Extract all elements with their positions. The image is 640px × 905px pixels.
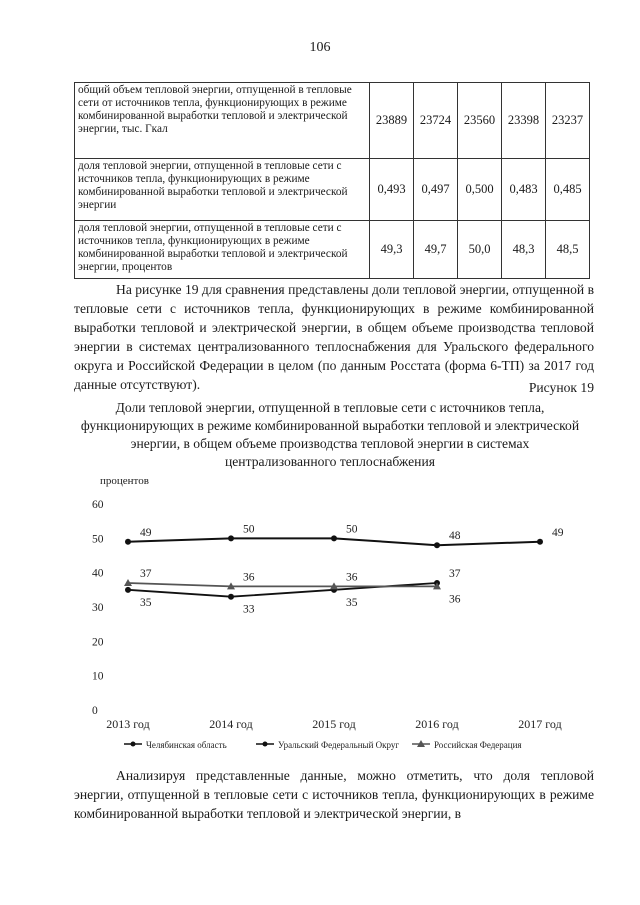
table-cell: 0,485	[546, 159, 590, 221]
table-row	[75, 159, 590, 221]
table-row	[75, 83, 590, 159]
y-tick-label: 30	[92, 602, 104, 614]
table-cell: 23560	[458, 83, 502, 159]
data-point	[331, 535, 337, 541]
table-cell: 23237	[546, 83, 590, 159]
data-point	[228, 535, 234, 541]
legend-label: Челябинская область	[146, 740, 227, 750]
data-label: 36	[243, 571, 255, 584]
data-label: 50	[243, 523, 255, 536]
table-cell: 0,483	[502, 159, 546, 221]
page-number: 106	[309, 40, 331, 55]
table-cell: 49,7	[414, 221, 458, 279]
data-point	[125, 587, 131, 593]
indicators-table	[74, 82, 590, 279]
table-cell: 49,3	[370, 221, 414, 279]
legend-marker	[263, 742, 268, 747]
x-tick-label: 2015 год	[312, 717, 356, 731]
y-tick-label: 0	[92, 705, 98, 717]
data-label: 33	[243, 603, 255, 616]
series-line	[128, 583, 437, 586]
data-point	[537, 539, 543, 545]
table-cell: 0,497	[414, 159, 458, 221]
figure-caption: Доли тепловой энергии, отпущенной в тепловые сети с источников тепла, функционирующих в режиме комбинированной выработки тепловой и электрической энергии, в общем объеме производства тепловой энергии в системах централизованного теплоснабжения	[80, 400, 580, 469]
analysis-paragraph: Анализируя представленные данные, можно отметить, что доля тепловой энергии, отпущенной в тепловые сети с источников тепла, функционирующих в режиме комбинированной выработки тепловой и электрической энергии, в	[74, 768, 594, 821]
data-label: 37	[449, 567, 461, 580]
x-tick-label: 2016 год	[415, 717, 459, 731]
y-tick-label: 20	[92, 636, 104, 649]
data-label: 37	[140, 567, 152, 580]
y-axis-label: процентов	[100, 475, 149, 487]
table-cell: 48,3	[502, 221, 546, 279]
table-cell: 48,5	[546, 221, 590, 279]
x-tick-label: 2017 год	[518, 717, 562, 731]
intro-paragraph: На рисунке 19 для сравнения представлены доли тепловой энергии, отпущенной в тепловые сети с источников тепла, функционирующих в режиме комбинированной выработки тепловой и электрической энергии, в общем объеме производства тепловой энергии в системах централизованного теплоснабжения для Уральского федерального округа и Российской Федерации в целом (по данным Росстата (форма 6-ТП) за 2017 год данные отсутствуют).	[74, 282, 595, 392]
row-label: доля тепловой энергии, отпущенной в тепловые сети с источников тепла, функционирующих в режиме комбинированной выработки тепловой и электрической энергии	[75, 159, 370, 221]
data-point	[125, 539, 131, 545]
y-tick-label: 50	[92, 533, 104, 546]
table-cell: 23398	[502, 83, 546, 159]
table-cell: 0,500	[458, 159, 502, 221]
x-tick-label: 2014 год	[209, 717, 253, 731]
table-cell: 23889	[370, 83, 414, 159]
figure-number: Рисунок 19	[528, 380, 594, 395]
legend-label: Российская Федерация	[434, 740, 522, 750]
table-cell: 23724	[414, 83, 458, 159]
data-label: 35	[346, 596, 358, 609]
data-label: 50	[346, 523, 358, 536]
data-label: 36	[346, 571, 358, 584]
data-label: 36	[449, 593, 461, 606]
y-tick-label: 60	[92, 499, 104, 511]
data-label: 49	[140, 526, 152, 539]
data-point	[434, 542, 440, 548]
data-label: 49	[552, 526, 564, 539]
table-cell: 0,493	[370, 159, 414, 221]
x-tick-label: 2013 год	[106, 717, 150, 731]
data-point	[228, 594, 234, 600]
table-row	[75, 221, 590, 279]
y-tick-label: 40	[92, 567, 104, 580]
row-label: общий объем тепловой энергии, отпущенной в тепловые сети от источников тепла, функционирующих в режиме комбинированной выработки тепловой и электрической энергии, тыс. Гкал	[75, 83, 370, 159]
table-cell: 50,0	[458, 221, 502, 279]
line-chart	[80, 470, 580, 760]
legend-label: Уральский Федеральный Округ	[278, 740, 400, 750]
data-label: 35	[140, 596, 152, 609]
y-tick-label: 10	[92, 670, 104, 683]
data-label: 48	[449, 530, 461, 543]
row-label: доля тепловой энергии, отпущенной в тепловые сети с источников тепла, функционирующих в режиме комбинированной выработки тепловой и электрической энергии, процентов	[75, 221, 370, 279]
legend-marker	[131, 742, 136, 747]
